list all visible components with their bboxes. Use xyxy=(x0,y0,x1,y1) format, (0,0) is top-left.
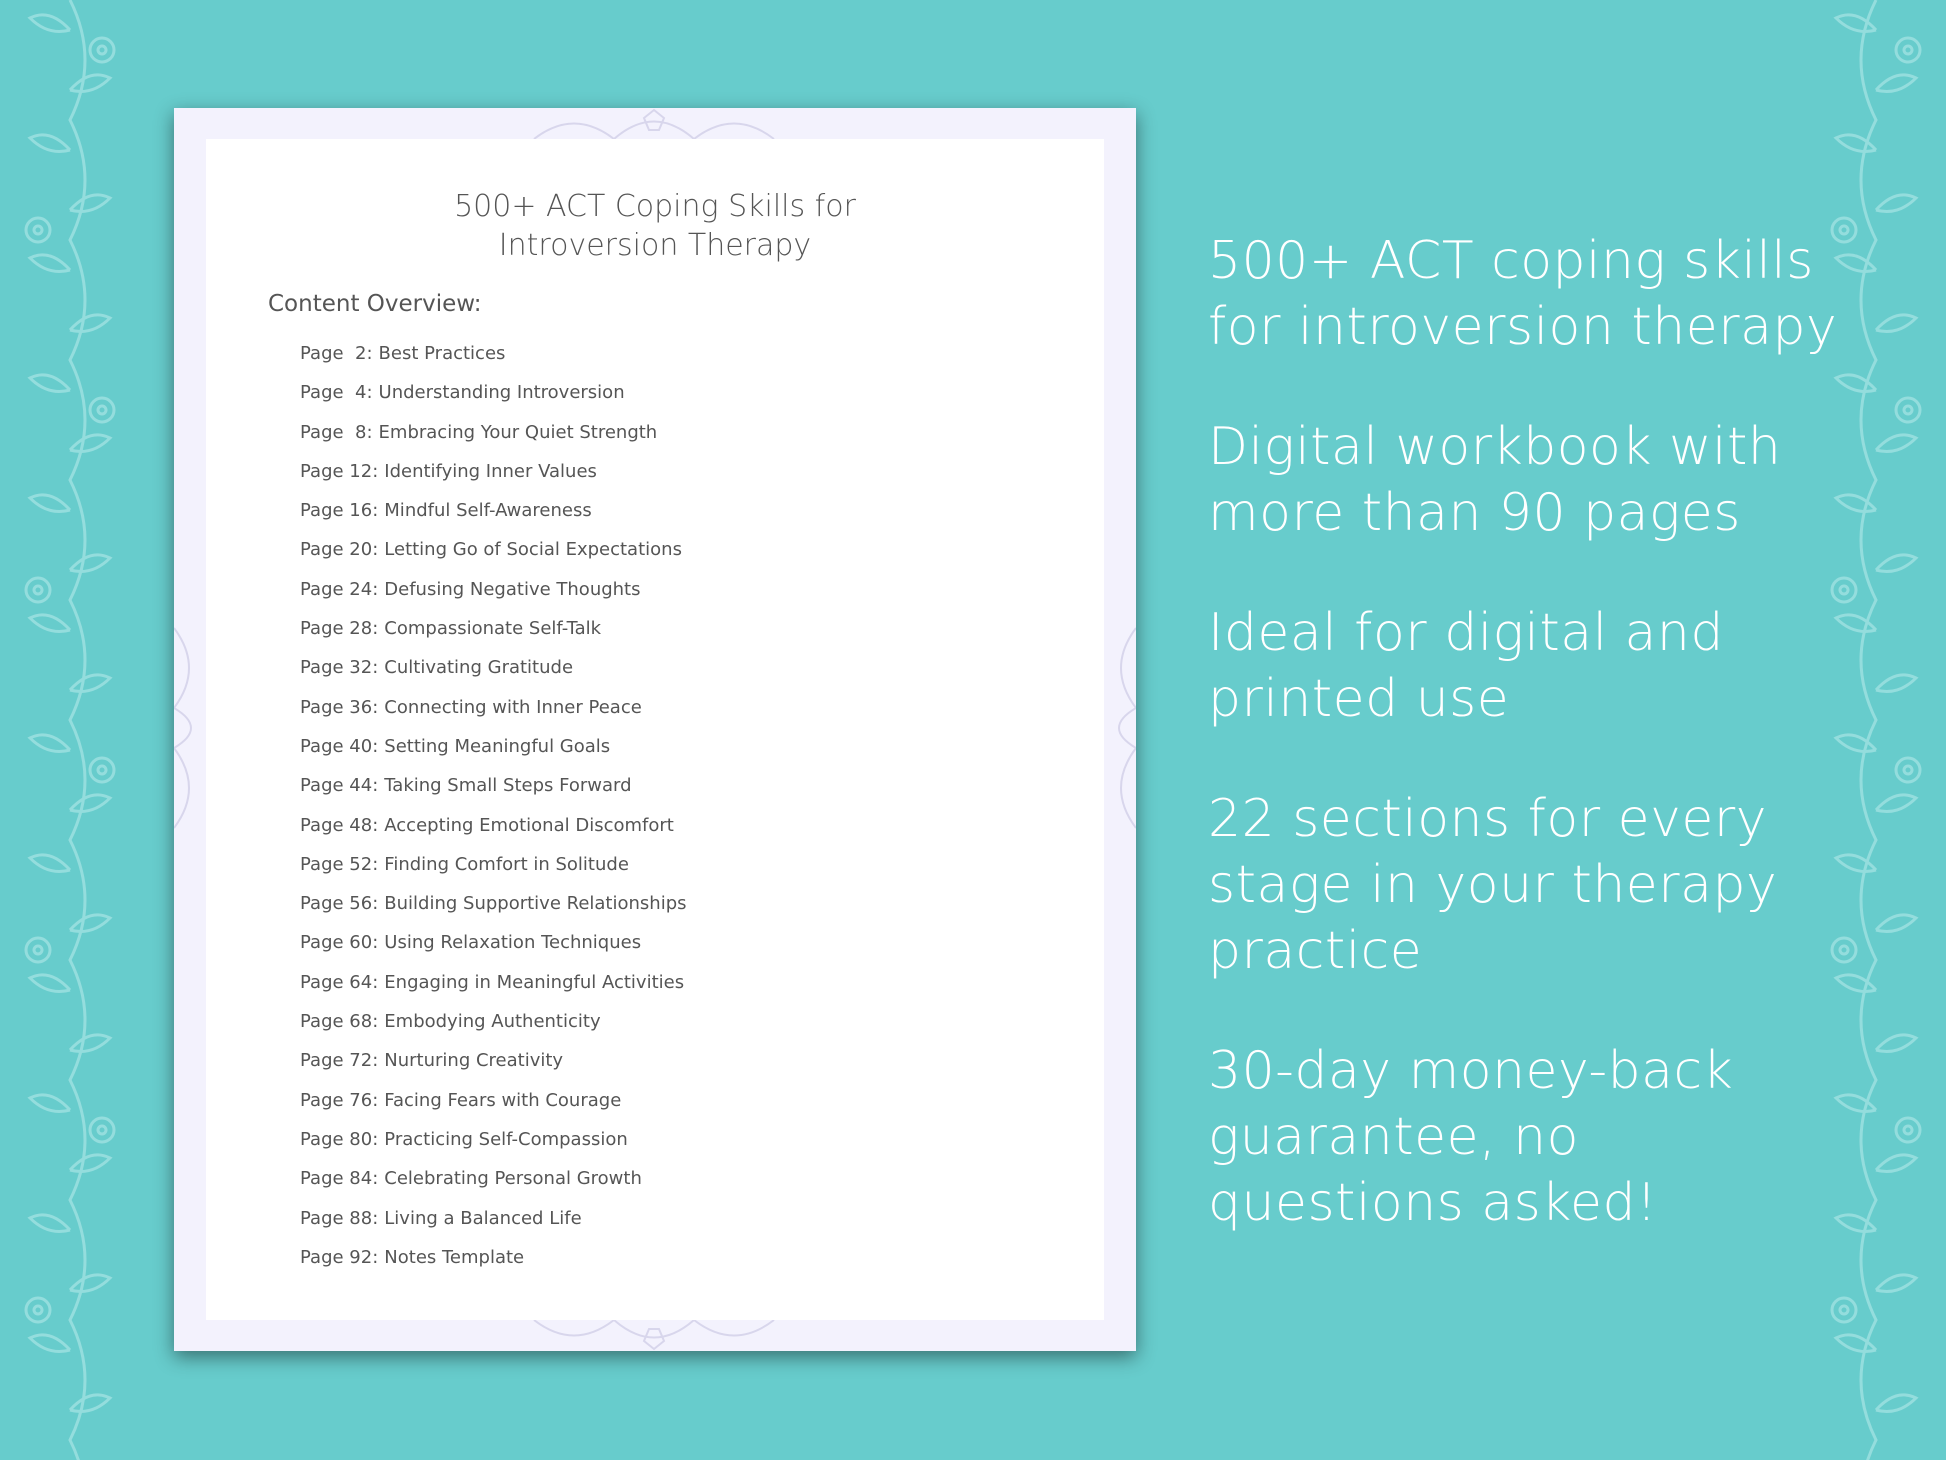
feature-text xyxy=(1208,600,1848,732)
toc-item xyxy=(300,735,687,774)
toc-page-number: Page 52: xyxy=(300,853,379,875)
feature-line: Digital workbook with xyxy=(1208,417,1782,477)
toc-item xyxy=(300,931,687,970)
toc-title: Using Relaxation Techniques xyxy=(384,932,642,954)
toc-title: Engaging in Meaningful Activities xyxy=(384,971,685,993)
feature-text xyxy=(1208,228,1848,360)
feature-line: 22 sections for every xyxy=(1208,789,1768,849)
toc-page-number: Page 32: xyxy=(300,657,379,679)
toc-page-number: Page 12: xyxy=(300,460,379,482)
toc-page-number: Page 72: xyxy=(300,1050,379,1072)
toc-item xyxy=(300,892,687,931)
toc-title: Letting Go of Social Expectations xyxy=(384,539,682,561)
toc-item xyxy=(300,1246,687,1285)
toc-page-number: Page 84: xyxy=(300,1168,379,1190)
toc-item xyxy=(300,381,687,420)
toc-title: Accepting Emotional Discomfort xyxy=(384,814,674,836)
feature-text xyxy=(1208,414,1848,546)
feature-line: questions asked! xyxy=(1208,1173,1658,1233)
feature-line: guarantee, no xyxy=(1208,1107,1579,1167)
toc-title: Understanding Introversion xyxy=(378,382,625,404)
content-overview-label: Content Overview: xyxy=(268,291,482,317)
mandala-right-icon xyxy=(1104,608,1136,848)
toc-item xyxy=(300,696,687,735)
workbook-page xyxy=(174,108,1136,1351)
document-title-line-2: Introversion Therapy xyxy=(498,228,812,263)
toc-page-number: Page 56: xyxy=(300,893,379,915)
toc-page-number: Page 4: xyxy=(300,382,373,404)
toc-item xyxy=(300,656,687,695)
toc-title: Embodying Authenticity xyxy=(384,1011,601,1033)
feature-list xyxy=(1208,228,1848,1290)
toc-item xyxy=(300,499,687,538)
toc-page-number: Page 16: xyxy=(300,500,379,522)
feature-line: more than 90 pages xyxy=(1208,483,1741,543)
toc-page-number: Page 88: xyxy=(300,1207,379,1229)
mandala-left-icon xyxy=(174,608,206,848)
toc-item xyxy=(300,1128,687,1167)
toc-item xyxy=(300,538,687,577)
toc-page-number: Page 76: xyxy=(300,1089,379,1111)
toc-title: Cultivating Gratitude xyxy=(384,657,574,679)
toc-title: Finding Comfort in Solitude xyxy=(384,853,629,875)
toc-item xyxy=(300,578,687,617)
page-content xyxy=(206,139,1104,1320)
floral-vine-left-icon xyxy=(0,0,140,1460)
toc-page-number: Page 20: xyxy=(300,539,379,561)
document-title xyxy=(206,187,1104,265)
toc-title: Connecting with Inner Peace xyxy=(384,696,642,718)
toc-page-number: Page 28: xyxy=(300,618,379,640)
toc-title: Practicing Self-Compassion xyxy=(384,1128,628,1150)
toc-item xyxy=(300,853,687,892)
toc-item xyxy=(300,421,687,460)
toc-title: Mindful Self-Awareness xyxy=(384,500,592,522)
toc-page-number: Page 60: xyxy=(300,932,379,954)
toc-page-number: Page 92: xyxy=(300,1246,379,1268)
toc-item xyxy=(300,774,687,813)
toc-item xyxy=(300,1049,687,1088)
toc-title: Compassionate Self-Talk xyxy=(384,618,602,640)
table-of-contents xyxy=(300,342,687,1285)
feature-line: 500+ ACT coping skills xyxy=(1208,231,1814,291)
toc-title: Building Supportive Relationships xyxy=(384,893,687,915)
toc-title: Setting Meaningful Goals xyxy=(384,735,611,757)
toc-title: Living a Balanced Life xyxy=(384,1207,582,1229)
toc-item xyxy=(300,617,687,656)
document-title-line-1: 500+ ACT Coping Skills for xyxy=(454,189,856,224)
toc-item xyxy=(300,1089,687,1128)
toc-title: Taking Small Steps Forward xyxy=(384,775,632,797)
toc-item xyxy=(300,1010,687,1049)
toc-item xyxy=(300,460,687,499)
feature-line: practice xyxy=(1208,921,1423,981)
toc-page-number: Page 68: xyxy=(300,1011,379,1033)
toc-page-number: Page 8: xyxy=(300,421,373,443)
toc-item xyxy=(300,1167,687,1206)
feature-line: stage in your therapy xyxy=(1208,855,1778,915)
toc-page-number: Page 40: xyxy=(300,735,379,757)
toc-page-number: Page 48: xyxy=(300,814,379,836)
toc-item xyxy=(300,814,687,853)
toc-page-number: Page 24: xyxy=(300,578,379,600)
toc-title: Embracing Your Quiet Strength xyxy=(378,421,658,443)
feature-text xyxy=(1208,786,1848,984)
toc-page-number: Page 2: xyxy=(300,343,373,364)
toc-page-number: Page 44: xyxy=(300,775,379,797)
mandala-bottom-icon xyxy=(514,1320,794,1351)
toc-item xyxy=(300,1207,687,1246)
feature-line: printed use xyxy=(1208,669,1510,729)
toc-title: Facing Fears with Courage xyxy=(384,1089,622,1111)
toc-title: Best Practices xyxy=(378,343,506,364)
toc-title: Celebrating Personal Growth xyxy=(384,1168,642,1190)
toc-title: Nurturing Creativity xyxy=(384,1050,564,1072)
toc-item xyxy=(300,971,687,1010)
toc-title: Defusing Negative Thoughts xyxy=(384,578,641,600)
feature-text xyxy=(1208,1038,1848,1236)
toc-page-number: Page 80: xyxy=(300,1128,379,1150)
toc-title: Notes Template xyxy=(384,1246,525,1268)
toc-page-number: Page 36: xyxy=(300,696,379,718)
mandala-top-icon xyxy=(514,108,794,139)
toc-item xyxy=(300,342,687,381)
feature-line: 30-day money-back xyxy=(1208,1041,1734,1101)
toc-title: Identifying Inner Values xyxy=(384,460,597,482)
toc-page-number: Page 64: xyxy=(300,971,379,993)
feature-line: for introversion therapy xyxy=(1208,297,1838,357)
feature-line: Ideal for digital and xyxy=(1208,603,1724,663)
